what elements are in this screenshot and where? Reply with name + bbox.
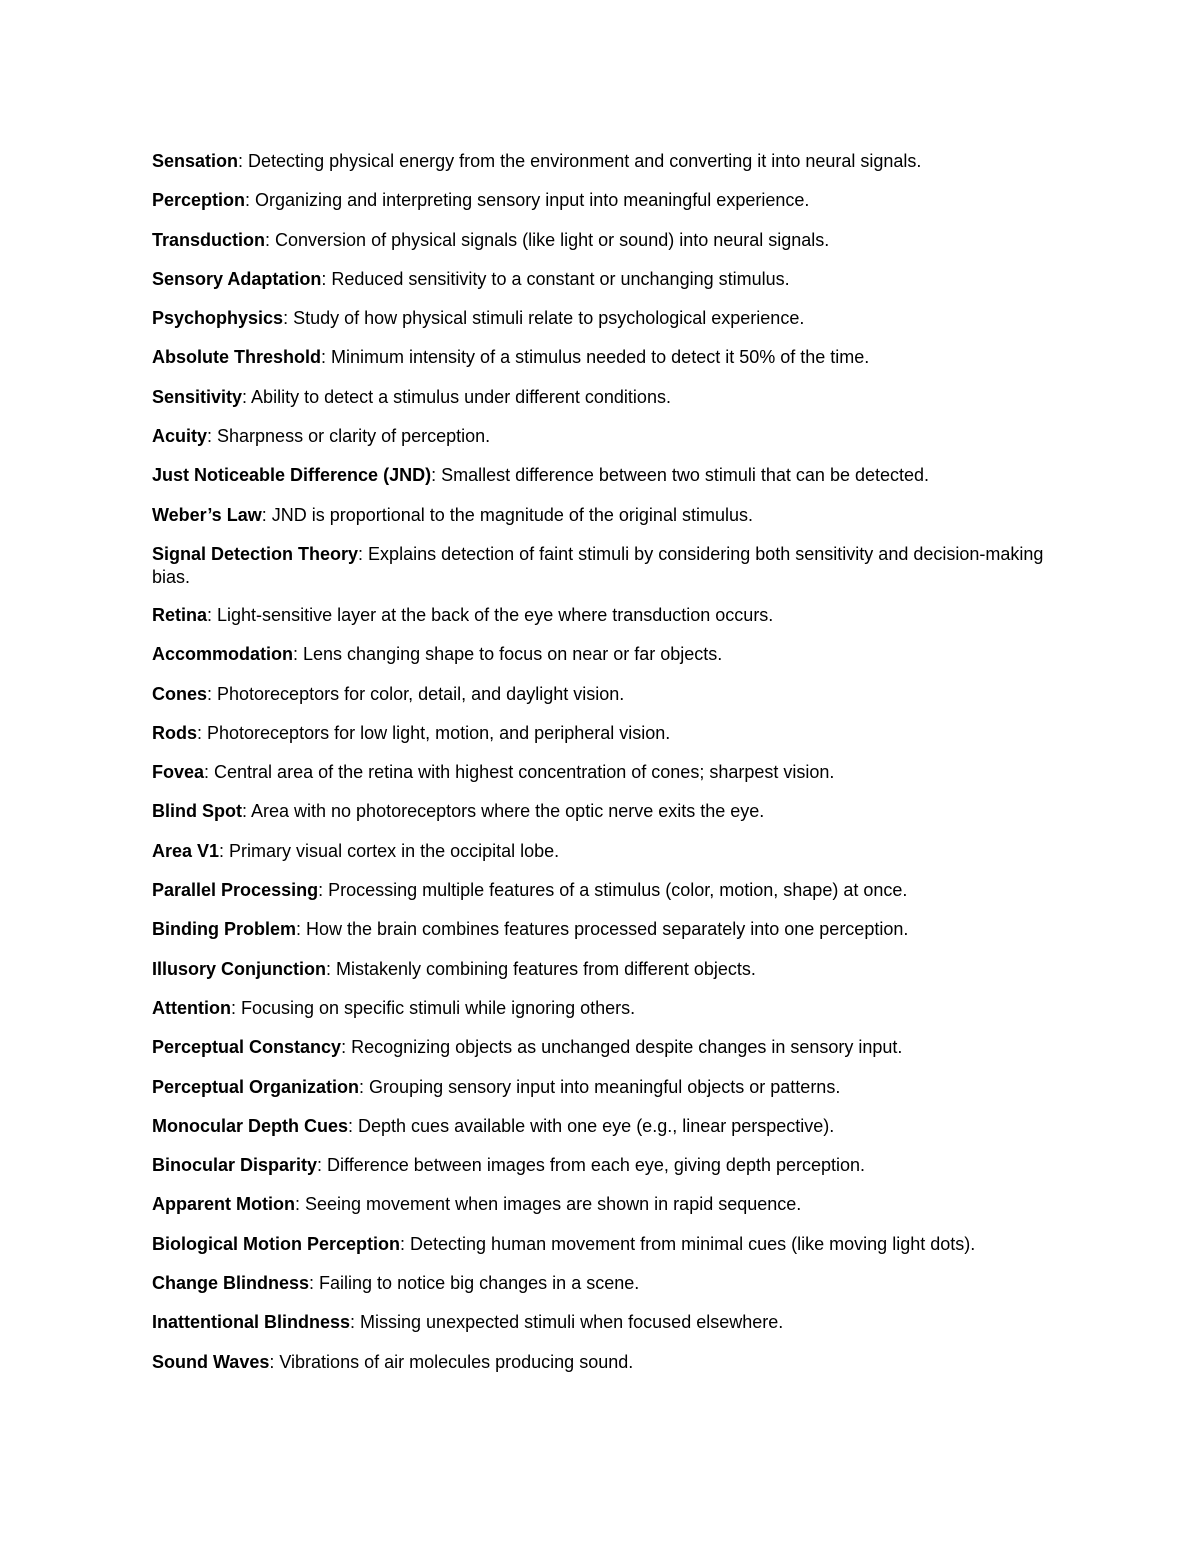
glossary-definition: : Photoreceptors for color, detail, and daylight vision. bbox=[207, 683, 625, 704]
glossary-term: Transduction bbox=[152, 229, 266, 250]
glossary-entry-webers-law bbox=[152, 504, 1052, 527]
glossary-term: Cones bbox=[152, 683, 208, 704]
glossary-term: Blind Spot bbox=[152, 801, 242, 822]
glossary-definition: : Processing multiple features of a stimulus (color, motion, shape) at once. bbox=[318, 880, 908, 901]
glossary-entry-jnd bbox=[152, 464, 1052, 487]
glossary-term: Acuity bbox=[152, 426, 208, 447]
glossary-definition: : How the brain combines features processed separately into one perception. bbox=[296, 919, 909, 940]
glossary-definition: : Area with no photoreceptors where the optic nerve exits the eye. bbox=[241, 801, 765, 822]
glossary-entry-illusory-conjunction bbox=[152, 958, 1052, 981]
glossary-entry-accommodation bbox=[152, 643, 1052, 666]
glossary-entry-perceptual-constancy bbox=[152, 1036, 1052, 1059]
glossary-definition: : Photoreceptors for low light, motion, and peripheral vision. bbox=[197, 722, 671, 743]
glossary-definition: : Difference between images from each eye, giving depth perception. bbox=[317, 1155, 866, 1176]
glossary-list bbox=[152, 150, 1052, 1390]
glossary-entry-sensory-adaptation bbox=[152, 268, 1052, 291]
glossary-definition: : Light-sensitive layer at the back of the eye where transduction occurs. bbox=[207, 604, 774, 625]
glossary-definition: : Missing unexpected stimuli when focused elsewhere. bbox=[350, 1312, 784, 1333]
glossary-entry-psychophysics bbox=[152, 307, 1052, 330]
glossary-entry-perceptual-organization bbox=[152, 1076, 1052, 1099]
glossary-definition: : Conversion of physical signals (like light or sound) into neural signals. bbox=[265, 229, 830, 250]
glossary-definition: : Sharpness or clarity of perception. bbox=[207, 426, 491, 447]
glossary-definition: : Explains detection of faint stimuli by considering both sensitivity and decision-making bias. bbox=[152, 543, 1044, 587]
glossary-entry-change-blindness bbox=[152, 1272, 1052, 1295]
glossary-term: Absolute Threshold bbox=[152, 347, 322, 368]
glossary-entry-inattentional-blindness bbox=[152, 1311, 1052, 1334]
glossary-term: Sensation bbox=[152, 151, 239, 171]
glossary-definition: : Central area of the retina with highest concentration of cones; sharpest vision. bbox=[204, 762, 835, 783]
glossary-entry-area-v1 bbox=[152, 840, 1052, 863]
glossary-term: Change Blindness bbox=[152, 1273, 310, 1294]
glossary-term: Binding Problem bbox=[152, 919, 296, 940]
glossary-definition: : Mistakenly combining features from different objects. bbox=[326, 958, 756, 979]
glossary-definition: : Grouping sensory input into meaningful objects or patterns. bbox=[359, 1076, 841, 1097]
glossary-term: Sensitivity bbox=[152, 386, 243, 407]
glossary-entry-apparent-motion bbox=[152, 1193, 1052, 1216]
glossary-term: Apparent Motion bbox=[152, 1194, 295, 1215]
glossary-definition: : Recognizing objects as unchanged despite changes in sensory input. bbox=[341, 1037, 903, 1058]
glossary-entry-biological-motion-perception bbox=[152, 1233, 1052, 1256]
glossary-entry-blind-spot bbox=[152, 800, 1052, 823]
glossary-term: Fovea bbox=[152, 762, 205, 783]
glossary-term: Illusory Conjunction bbox=[152, 958, 326, 979]
glossary-entry-retina bbox=[152, 604, 1052, 627]
glossary-term: Perceptual Organization bbox=[152, 1076, 360, 1097]
glossary-entry-attention bbox=[152, 997, 1052, 1020]
glossary-definition: : Reduced sensitivity to a constant or unchanging stimulus. bbox=[321, 268, 790, 289]
glossary-definition: : Minimum intensity of a stimulus needed to detect it 50% of the time. bbox=[321, 347, 870, 368]
glossary-term: Sensory Adaptation bbox=[152, 268, 322, 289]
glossary-term: Accommodation bbox=[152, 644, 294, 665]
glossary-term: Area V1 bbox=[152, 840, 220, 861]
glossary-entry-signal-detection-theory bbox=[152, 543, 1052, 589]
glossary-entry-acuity bbox=[152, 425, 1052, 448]
glossary-definition: : Vibrations of air molecules producing sound. bbox=[269, 1351, 634, 1372]
glossary-definition: : Detecting physical energy from the environment and converting it into neural signals. bbox=[238, 151, 922, 171]
glossary-definition: : Seeing movement when images are shown in rapid sequence. bbox=[294, 1194, 802, 1215]
glossary-term: Attention bbox=[152, 997, 231, 1018]
glossary-definition: : Study of how physical stimuli relate to psychological experience. bbox=[283, 308, 805, 329]
glossary-definition: : Detecting human movement from minimal cues (like moving light dots). bbox=[400, 1233, 976, 1254]
glossary-term: Inattentional Blindness bbox=[152, 1312, 351, 1333]
glossary-entry-sound-waves bbox=[152, 1351, 1052, 1374]
glossary-entry-absolute-threshold bbox=[152, 346, 1052, 369]
glossary-entry-perception bbox=[152, 189, 1052, 212]
glossary-term: Signal Detection Theory bbox=[152, 543, 359, 564]
glossary-entry-transduction bbox=[152, 229, 1052, 252]
glossary-term: Parallel Processing bbox=[152, 880, 319, 901]
glossary-definition: : Lens changing shape to focus on near or far objects. bbox=[293, 644, 723, 665]
glossary-entry-monocular-depth-cues bbox=[152, 1115, 1052, 1138]
glossary-definition: : Primary visual cortex in the occipital lobe. bbox=[219, 840, 560, 861]
glossary-entry-binocular-disparity bbox=[152, 1154, 1052, 1177]
glossary-entry-fovea bbox=[152, 761, 1052, 784]
glossary-entry-cones bbox=[152, 683, 1052, 706]
glossary-term: Psychophysics bbox=[152, 308, 284, 329]
glossary-definition: : Depth cues available with one eye (e.g., linear perspective). bbox=[348, 1115, 835, 1136]
glossary-term: Just Noticeable Difference (JND) bbox=[152, 465, 432, 486]
glossary-definition: : Focusing on specific stimuli while ignoring others. bbox=[230, 997, 636, 1018]
glossary-entry-sensation bbox=[152, 150, 1052, 173]
glossary-entry-rods bbox=[152, 722, 1052, 745]
glossary-term: Binocular Disparity bbox=[152, 1155, 318, 1176]
glossary-definition: : Failing to notice big changes in a scene. bbox=[309, 1273, 640, 1294]
glossary-entry-parallel-processing bbox=[152, 879, 1052, 902]
glossary-term: Retina bbox=[152, 604, 208, 625]
glossary-term: Monocular Depth Cues bbox=[152, 1115, 349, 1136]
glossary-term: Biological Motion Perception bbox=[152, 1233, 401, 1254]
glossary-definition: : JND is proportional to the magnitude of the original stimulus. bbox=[261, 504, 753, 525]
glossary-definition: : Organizing and interpreting sensory input into meaningful experience. bbox=[245, 190, 810, 211]
glossary-definition: : Smallest difference between two stimuli that can be detected. bbox=[431, 465, 930, 486]
glossary-entry-sensitivity bbox=[152, 386, 1052, 409]
glossary-term: Rods bbox=[152, 722, 197, 743]
glossary-term: Perception bbox=[152, 190, 246, 211]
glossary-entry-binding-problem bbox=[152, 918, 1052, 941]
glossary-definition: : Ability to detect a stimulus under different conditions. bbox=[242, 386, 671, 407]
glossary-term: Sound Waves bbox=[152, 1351, 270, 1372]
glossary-term: Weber’s Law bbox=[152, 504, 262, 525]
glossary-term: Perceptual Constancy bbox=[152, 1037, 342, 1058]
